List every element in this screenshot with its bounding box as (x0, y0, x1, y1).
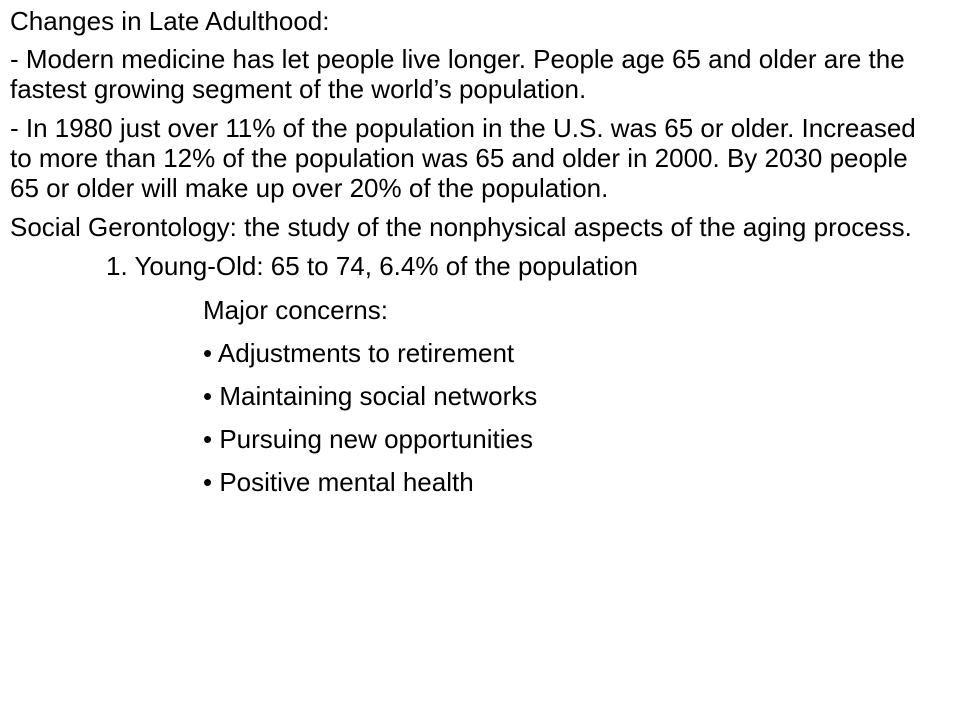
paragraph-modern-medicine: - Modern medicine has let people live longer. People age 65 and older are the fastest growing segment of the world’s population. (10, 44, 905, 104)
slide-body (10, 6, 940, 510)
slide-heading: Changes in Late Adulthood: (10, 6, 330, 36)
major-concerns-label: Major concerns: (203, 295, 388, 325)
paragraph-social-gerontology: Social Gerontology: the study of the nonphysical aspects of the aging process. (10, 212, 912, 242)
numbered-item-young-old: 1. Young-Old: 65 to 74, 6.4% of the population (106, 251, 638, 281)
bullet-item: • Positive mental health (203, 467, 474, 497)
paragraph-population-stats: - In 1980 just over 11% of the population in the U.S. was 65 or older. Increased to more than 12% of the population was 65 and older in 2000. By 2030 people 65 or older will make up over 20% of the population. (10, 113, 916, 203)
bullet-item: • Maintaining social networks (203, 381, 538, 411)
bullet-item: • Adjustments to retirement (203, 338, 515, 368)
bullet-item: • Pursuing new opportunities (203, 424, 533, 454)
